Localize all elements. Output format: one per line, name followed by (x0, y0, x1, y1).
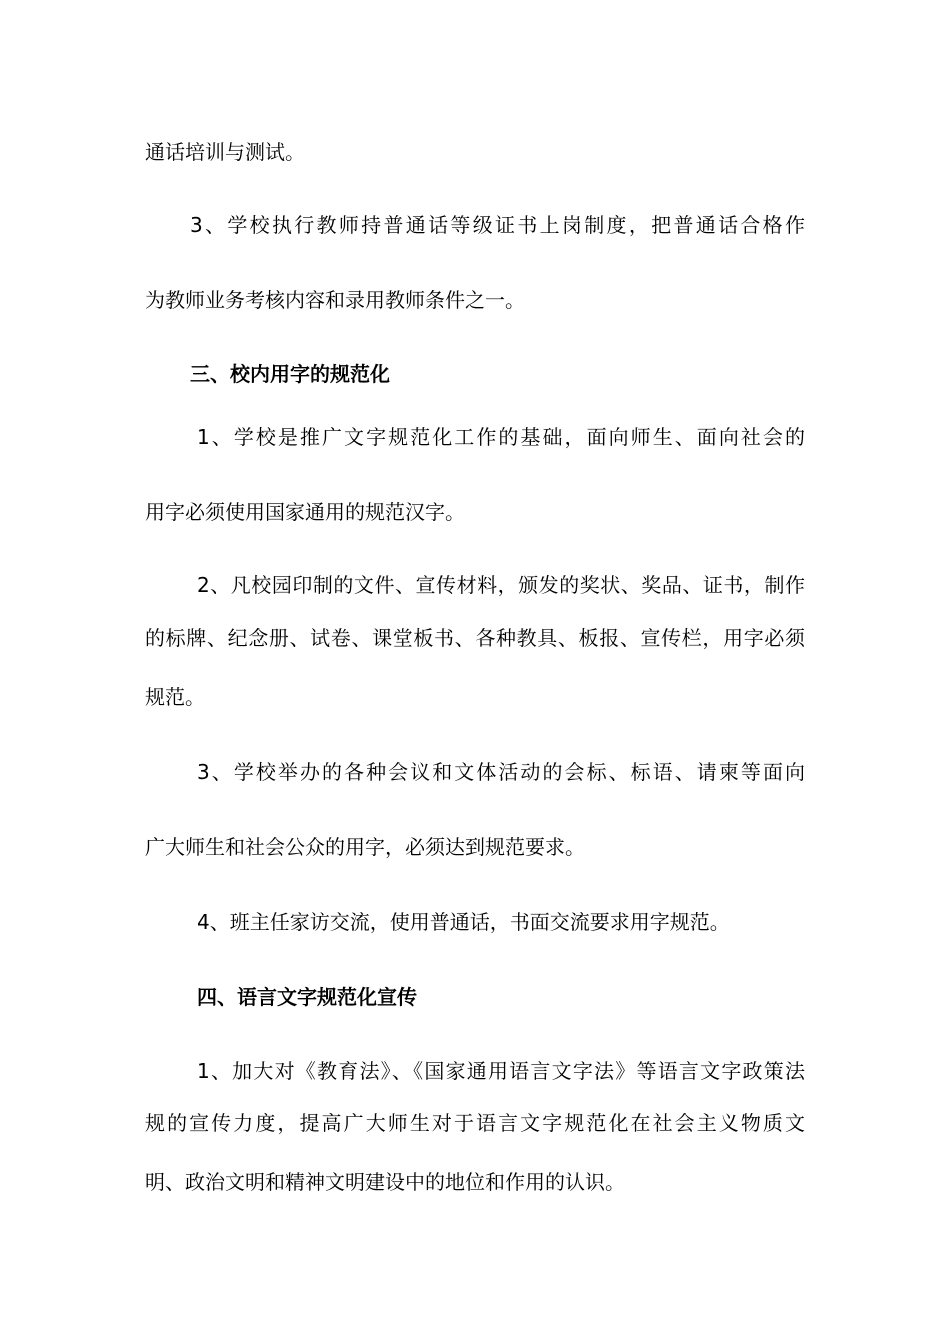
paragraph-line: 1、加大对《教育法》、《国家通用语言文字法》等语言文字政策法 (197, 1059, 805, 1083)
paragraph-line: 4、班主任家访交流，使用普通话，书面交流要求用字规范。 (197, 910, 730, 934)
paragraph-line: 的标牌、纪念册、试卷、课堂板书、各种教具、板报、宣传栏，用字必须 (145, 626, 805, 650)
section-heading: 三、校内用字的规范化 (190, 362, 390, 386)
paragraph-line: 3、学校举办的各种会议和文体活动的会标、标语、请柬等面向 (197, 760, 805, 784)
paragraph-line: 1、学校是推广文字规范化工作的基础，面向师生、面向社会的 (197, 425, 805, 449)
paragraph-line: 广大师生和社会公众的用字，必须达到规范要求。 (145, 835, 585, 859)
paragraph-line: 2、凡校园印制的文件、宣传材料，颁发的奖状、奖品、证书，制作 (197, 573, 805, 597)
paragraph-line: 规的宣传力度，提高广大师生对于语言文字规范化在社会主义物质文 (145, 1111, 805, 1135)
paragraph-line: 用字必须使用国家通用的规范汉字。 (145, 500, 465, 524)
paragraph-line: 3、学校执行教师持普通话等级证书上岗制度，把普通话合格作 (190, 213, 805, 237)
paragraph-line: 明、政治文明和精神文明建设中的地位和作用的认识。 (145, 1170, 625, 1194)
paragraph-line: 规范。 (145, 685, 205, 709)
paragraph-line: 通话培训与测试。 (145, 140, 305, 164)
paragraph-line: 为教师业务考核内容和录用教师条件之一。 (145, 288, 525, 312)
section-heading: 四、语言文字规范化宣传 (197, 985, 417, 1009)
